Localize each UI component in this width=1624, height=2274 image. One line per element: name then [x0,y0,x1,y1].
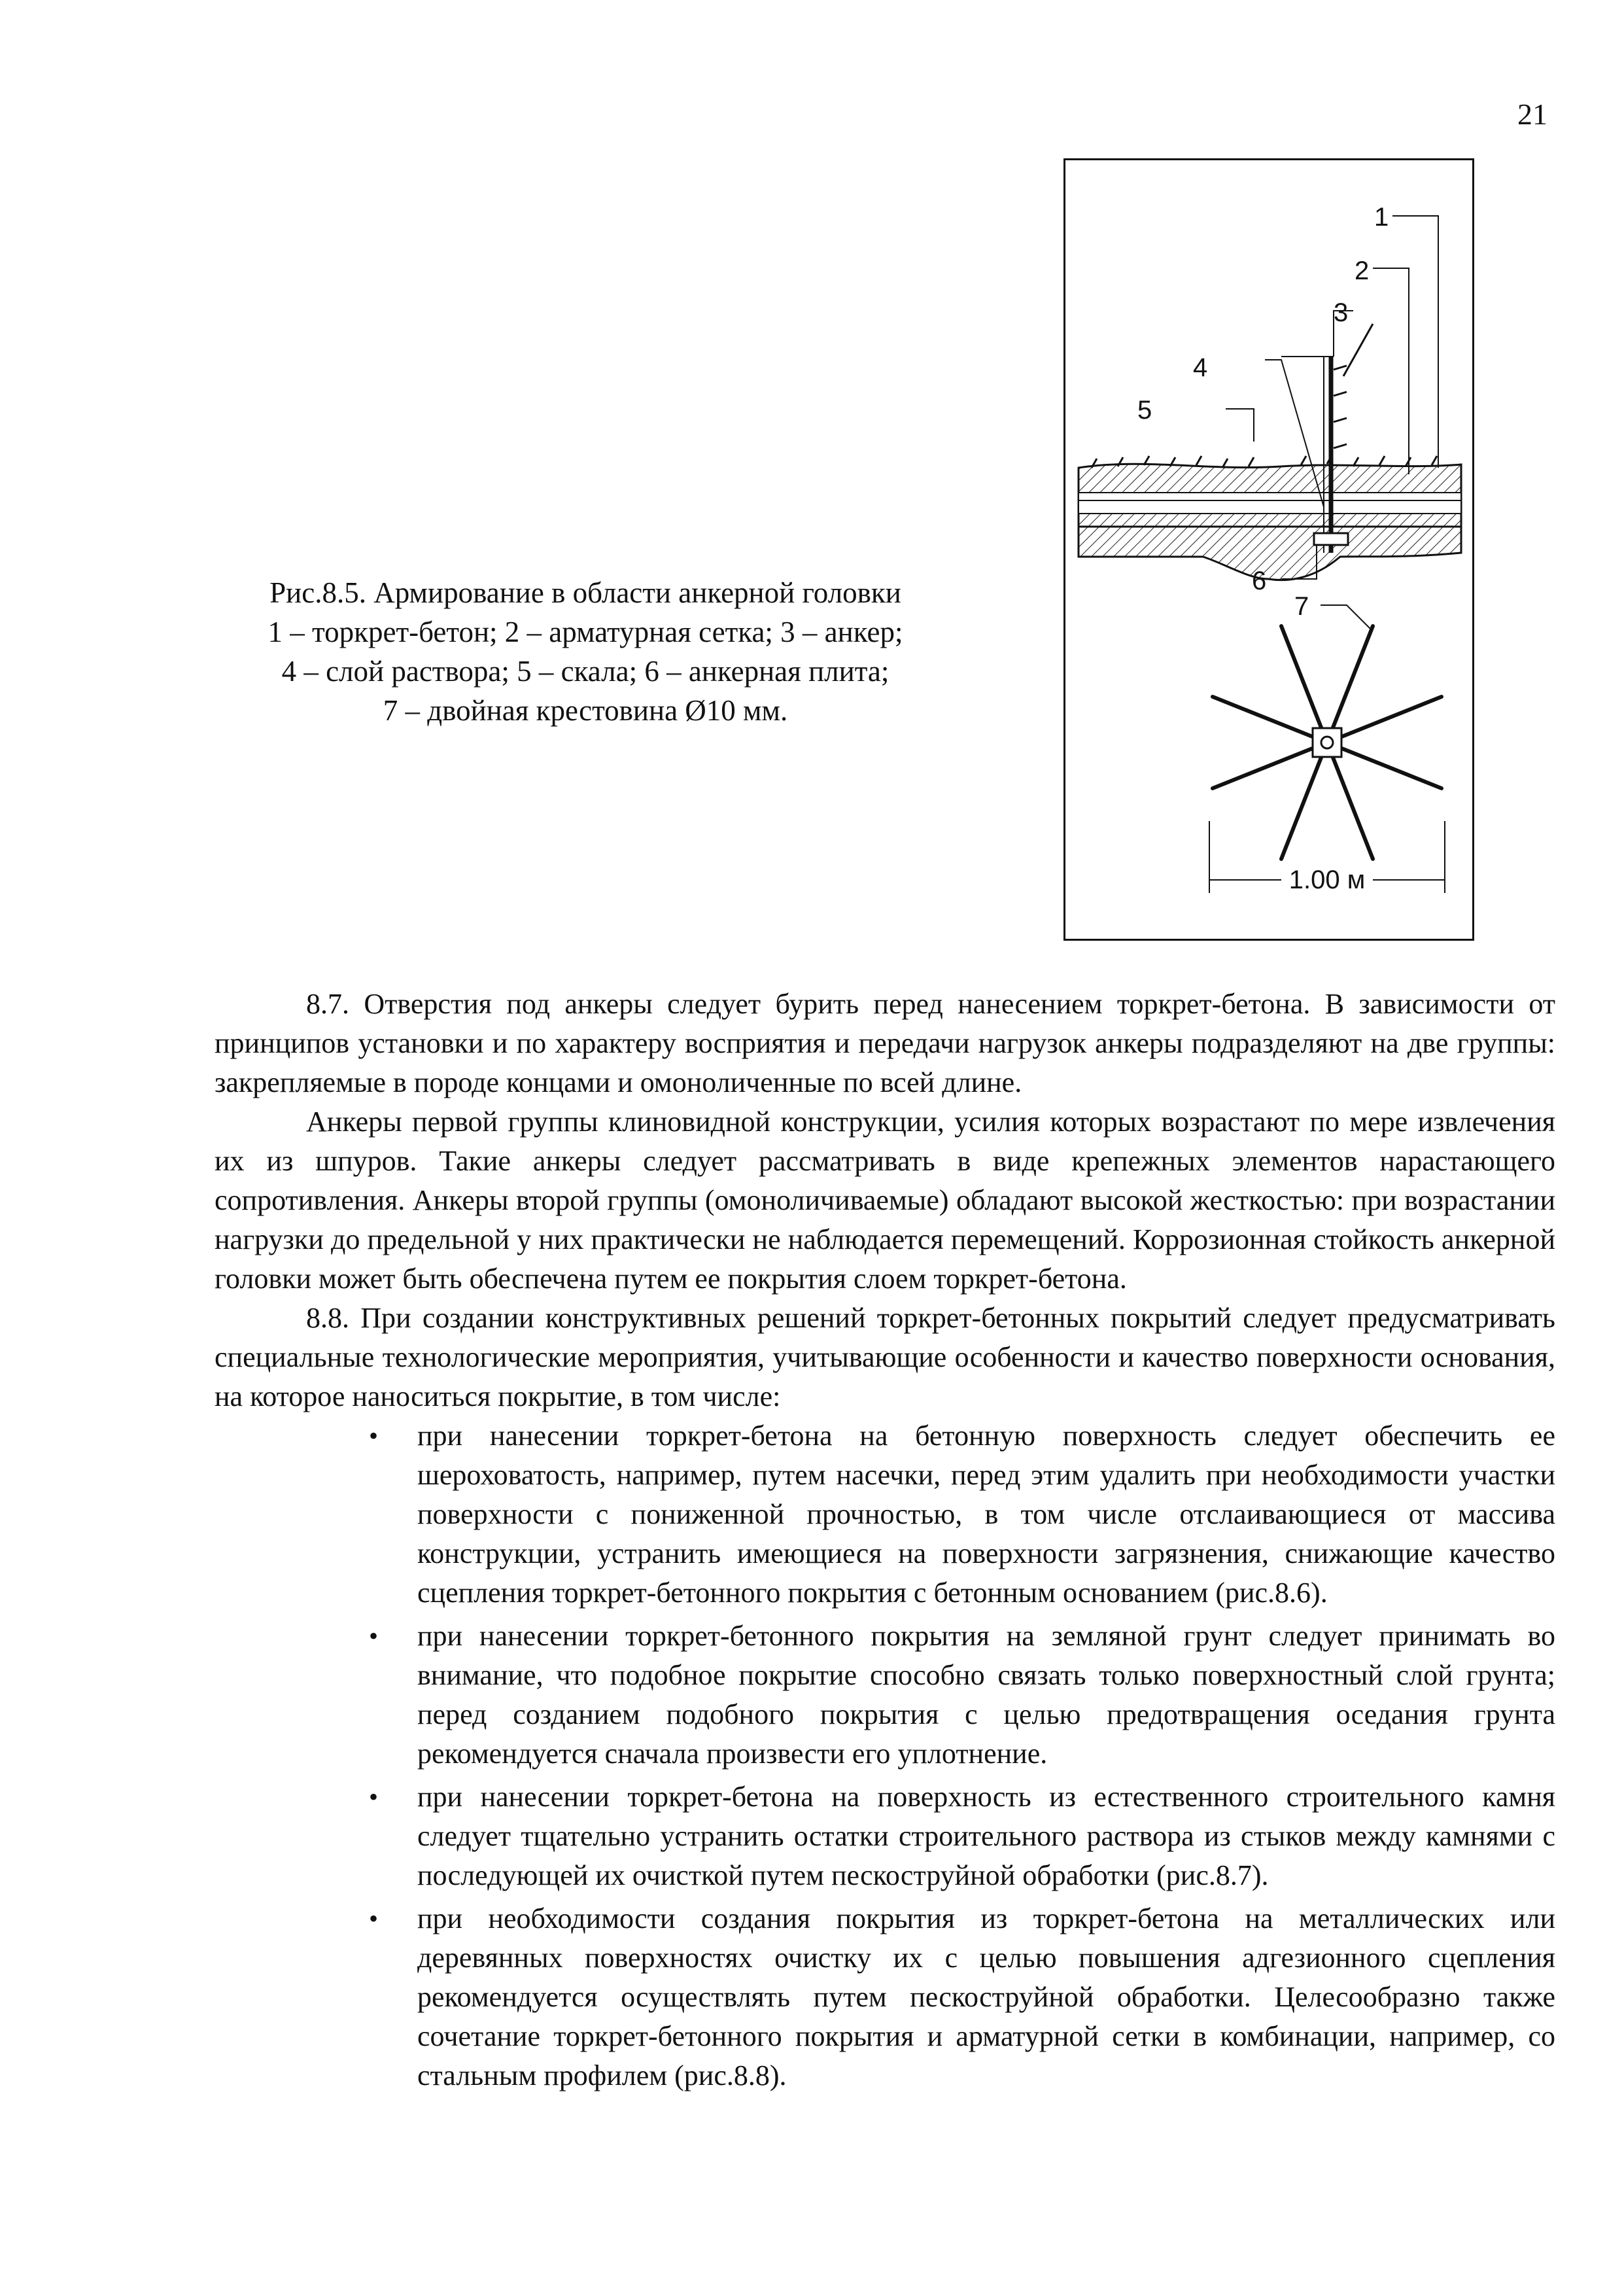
paragraph-anchors: Анкеры первой группы клиновидной конструкции, усилия которых возрастают по мере извлечения их из шпуров. Такие анкеры следует рассматривать в виде крепежных элементов нарастающего сопротивления. Анкеры второй группы (омоноличиваемые) обладают высокой жесткостью: при возрастании нагрузки до предельной у них практически не наблюдается перемещений. Коррозионная стойкость анкерной головки может быть обеспечена путем ее покрытия слоем торкрет-бетона. [215,1106,1555,1295]
anchor-ribs [1334,366,1347,448]
double-cross-plan [1209,592,1445,894]
list-item-text: при нанесении торкрет-бетона на бетонную поверхность следует обеспечить ее шероховатость, например, путем насечки, перед этим удалить при необходимости участки поверхности с пониженной прочностью, в том числе отслаивающиеся от массива конструкции, устранить имеющиеся на поверхности загрязнения, снижающие качество сцепления торкрет-бетонного покрытия с бетонным основанием (рис.8.6). [417,1420,1555,1609]
list-item-text: при нанесении торкрет-бетонного покрытия на земляной грунт следует принимать во внимание, что подобное покрытие способно связать только поверхностный слой грунта; перед созданием подобного покрытия с целью предотвращения оседания грунта рекомендуется сначала произвести его уплотнение. [417,1620,1555,1770]
caption-line: 4 – слой раствора; 5 – скала; 6 – анкерная плита; [281,655,890,688]
leader-5 [1226,409,1254,442]
list-item-text: при нанесении торкрет-бетона на поверхность из естественного строительного камня следует тщательно устранить остатки строительного раствора из стыков между камнями с последующей их очисткой путем пескоструйной обработки (рис.8.7). [417,1781,1555,1891]
callout-7: 7 [1294,592,1309,621]
bullet-list [369,1416,1555,2095]
figure-anchor-reinforcement [1063,158,1474,941]
leader-1 [1392,216,1438,468]
paragraph-8-8: 8.8. При создании конструктивных решений торкрет-бетонных покрытий следует предусматривать специальные технологические мероприятия, учитывающие особенности и качество поверхности основания, на которое наноситься покрытие, в том числе: [215,1302,1555,1412]
list-item [369,1416,1555,1613]
list-item-text: при необходимости создания покрытия из торкрет-бетона на металлических или деревянных поверхностях очистку их с целью повышения адгезионного сцепления рекомендуется осуществлять путем пескоструйной обработки. Целесообразно также сочетание торкрет-бетонного покрытия и арматурной сетки в комбинации, например, со стальным профилем (рис.8.8). [417,1902,1555,2091]
bullet-icon: • [369,1421,379,1450]
anchor-plate [1314,533,1348,545]
caption-line: 1 – торкрет-бетон; 2 – арматурная сетка; 3 – анкер; [268,616,903,648]
section-view [1079,203,1461,595]
list-item [369,1617,1555,1774]
bullet-icon: • [369,1904,379,1933]
figure-caption [183,573,988,730]
callout-4: 4 [1193,353,1208,382]
paragraph-8-7: 8.7. Отверстия под анкеры следует бурить перед нанесением торкрет-бетона. В зависимости от принципов установки и по характеру восприятия и передачи нагрузок анкеры подразделяют на две группы: закрепляемые в породе концами и омоноличенные по всей длине. [215,988,1555,1098]
caption-line: Рис.8.5. Армирование в области анкерной головки [269,576,901,609]
list-item [369,1899,1555,2095]
leader-2 [1373,268,1409,474]
shotcrete-layer [1079,493,1461,514]
bullet-icon: • [369,1782,379,1811]
callout-6: 6 [1252,567,1267,595]
anchor-plan [1321,737,1333,748]
leader-7 [1321,605,1373,631]
dimension-label: 1.00 м [1288,866,1366,894]
page-number: 21 [1517,97,1547,131]
figure-drawing [1065,160,1472,939]
callout-2: 2 [1355,256,1370,285]
callout-5: 5 [1137,396,1152,425]
callout-1: 1 [1374,203,1389,232]
anchor-tip [1343,324,1373,376]
callout-3: 3 [1334,298,1349,327]
list-item [369,1777,1555,1895]
caption-line: 7 – двойная крестовина Ø10 мм. [383,694,788,727]
bullet-icon: • [369,1621,379,1651]
body-text [215,985,1555,2099]
rock-mass [1079,464,1461,580]
